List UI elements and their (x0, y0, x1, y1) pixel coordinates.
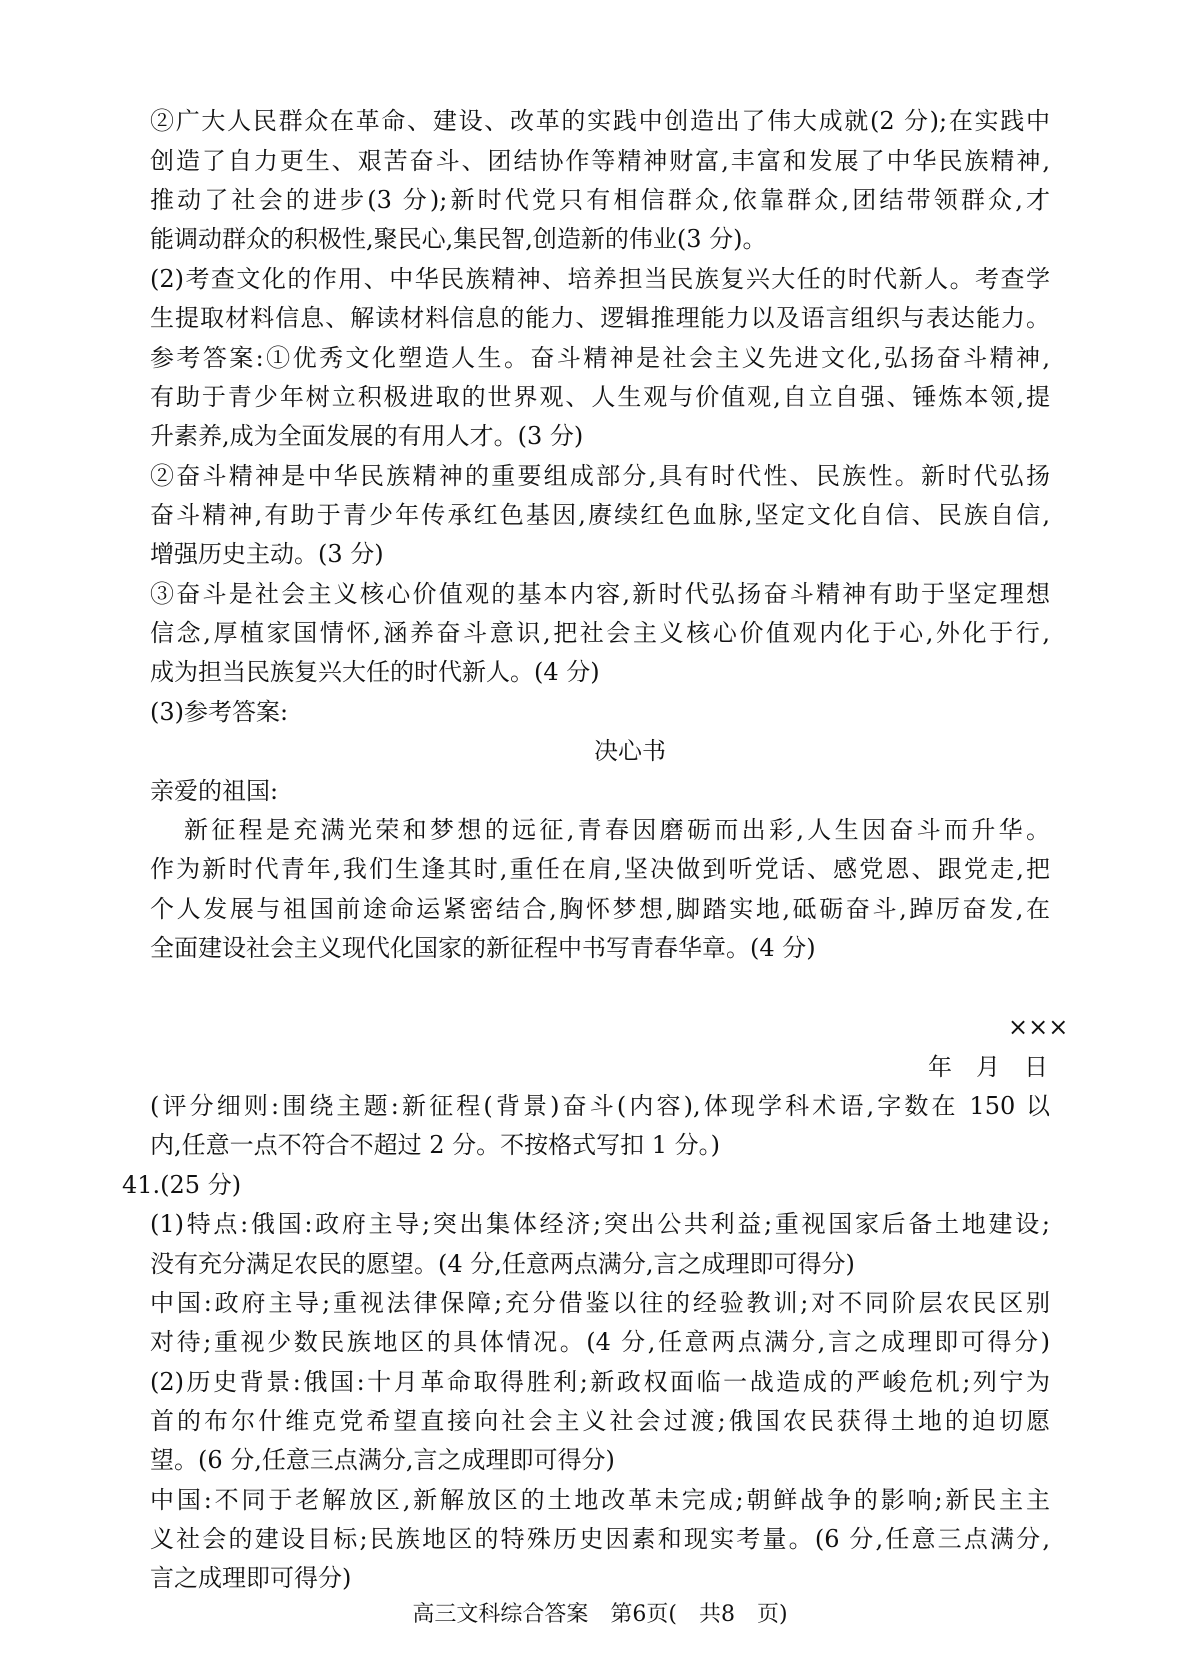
letter-date: 年 月 日 (928, 1053, 1048, 1081)
text-line: 生提取材料信息、解读材料信息的能力、逻辑推理能力以及语言组织与表达能力。 (150, 304, 1050, 332)
q41-line: 首的布尔什维克党希望直接向社会主义社会过渡;俄国农民获得土地的迫切愿 (150, 1407, 1050, 1435)
letter-body-line: 作为新时代青年,我们生逢其时,重任在肩,坚决做到听党话、感党恩、跟党走,把 (150, 855, 1050, 883)
text-line: 创造了自力更生、艰苦奋斗、团结协作等精神财富,丰富和发展了中华民族精神, (150, 147, 1050, 175)
text-line: ②奋斗精神是中华民族精神的重要组成部分,具有时代性、民族性。新时代弘扬 (150, 462, 1050, 490)
text-line: 奋斗精神,有助于青少年传承红色基因,赓续红色血脉,坚定文化自信、民族自信, (150, 501, 1050, 529)
letter-salutation: 亲爱的祖国: (150, 777, 279, 805)
text-line: 增强历史主动。(3 分) (150, 540, 384, 568)
page-footer: 高三文科综合答案 第6页( 共8 页) (412, 1602, 788, 1627)
grading-note-line: (评分细则:围绕主题:新征程(背景)奋斗(内容),体现学科术语,字数在 150 以 (150, 1092, 1050, 1120)
text-line: 升素养,成为全面发展的有用人才。(3 分) (150, 422, 584, 450)
q41-line: (1)特点:俄国:政府主导;突出集体经济;突出公共利益;重视国家后备土地建设; (150, 1210, 1050, 1238)
grading-note-line: 内,任意一点不符合不超过 2 分。不按格式写扣 1 分。) (150, 1131, 721, 1159)
q41-line: 望。(6 分,任意三点满分,言之成理即可得分) (150, 1446, 615, 1474)
letter-title: 决心书 (594, 737, 666, 765)
q41-line: 中国:不同于老解放区,新解放区的土地改革未完成;朝鲜战争的影响;新民主主 (150, 1486, 1050, 1514)
text-line: 信念,厚植家国情怀,涵养奋斗意识,把社会主义核心价值观内化于心,外化于行, (150, 619, 1050, 647)
question-41-header: 41.(25 分) (122, 1171, 242, 1199)
text-line: 有助于青少年树立积极进取的世界观、人生观与价值观,自立自强、锤炼本领,提 (150, 383, 1050, 411)
letter-body-line: 全面建设社会主义现代化国家的新征程中书写青春华章。(4 分) (150, 934, 816, 962)
letter-body-line: 新征程是充满光荣和梦想的远征,青春因磨砺而出彩,人生因奋斗而升华。 (184, 816, 1050, 844)
q41-line: 对待;重视少数民族地区的具体情况。(4 分,任意两点满分,言之成理即可得分) (150, 1328, 1050, 1356)
text-line: 能调动群众的积极性,聚民心,集民智,创造新的伟业(3 分)。 (150, 225, 767, 253)
q41-line: 没有充分满足农民的愿望。(4 分,任意两点满分,言之成理即可得分) (150, 1250, 855, 1278)
q41-line: 中国:政府主导;重视法律保障;充分借鉴以往的经验教训;对不同阶层农民区别 (150, 1289, 1050, 1317)
text-line: ②广大人民群众在革命、建设、改革的实践中创造出了伟大成就(2 分);在实践中 (150, 107, 1050, 135)
letter-signature: ××× (1008, 1013, 1069, 1041)
letter-body-line: 个人发展与祖国前途命运紧密结合,胸怀梦想,脚踏实地,砥砺奋斗,踔厉奋发,在 (150, 895, 1050, 923)
text-line: 推动了社会的进步(3 分);新时代党只有相信群众,依靠群众,团结带领群众,才 (150, 186, 1050, 214)
q41-line: (2)历史背景:俄国:十月革命取得胜利;新政权面临一战造成的严峻危机;列宁为 (150, 1368, 1050, 1396)
text-line: (2)考查文化的作用、中华民族精神、培养担当民族复兴大任的时代新人。考查学 (150, 265, 1050, 293)
text-line: ③奋斗是社会主义核心价值观的基本内容,新时代弘扬奋斗精神有助于坚定理想 (150, 580, 1050, 608)
q41-line: 言之成理即可得分) (150, 1564, 352, 1592)
text-line: 参考答案:①优秀文化塑造人生。奋斗精神是社会主义先进文化,弘扬奋斗精神, (150, 344, 1050, 372)
text-line: 成为担当民族复兴大任的时代新人。(4 分) (150, 658, 600, 686)
q41-line: 义社会的建设目标;民族地区的特殊历史因素和现实考量。(6 分,任意三点满分, (150, 1525, 1050, 1553)
text-line: (3)参考答案: (150, 698, 289, 726)
